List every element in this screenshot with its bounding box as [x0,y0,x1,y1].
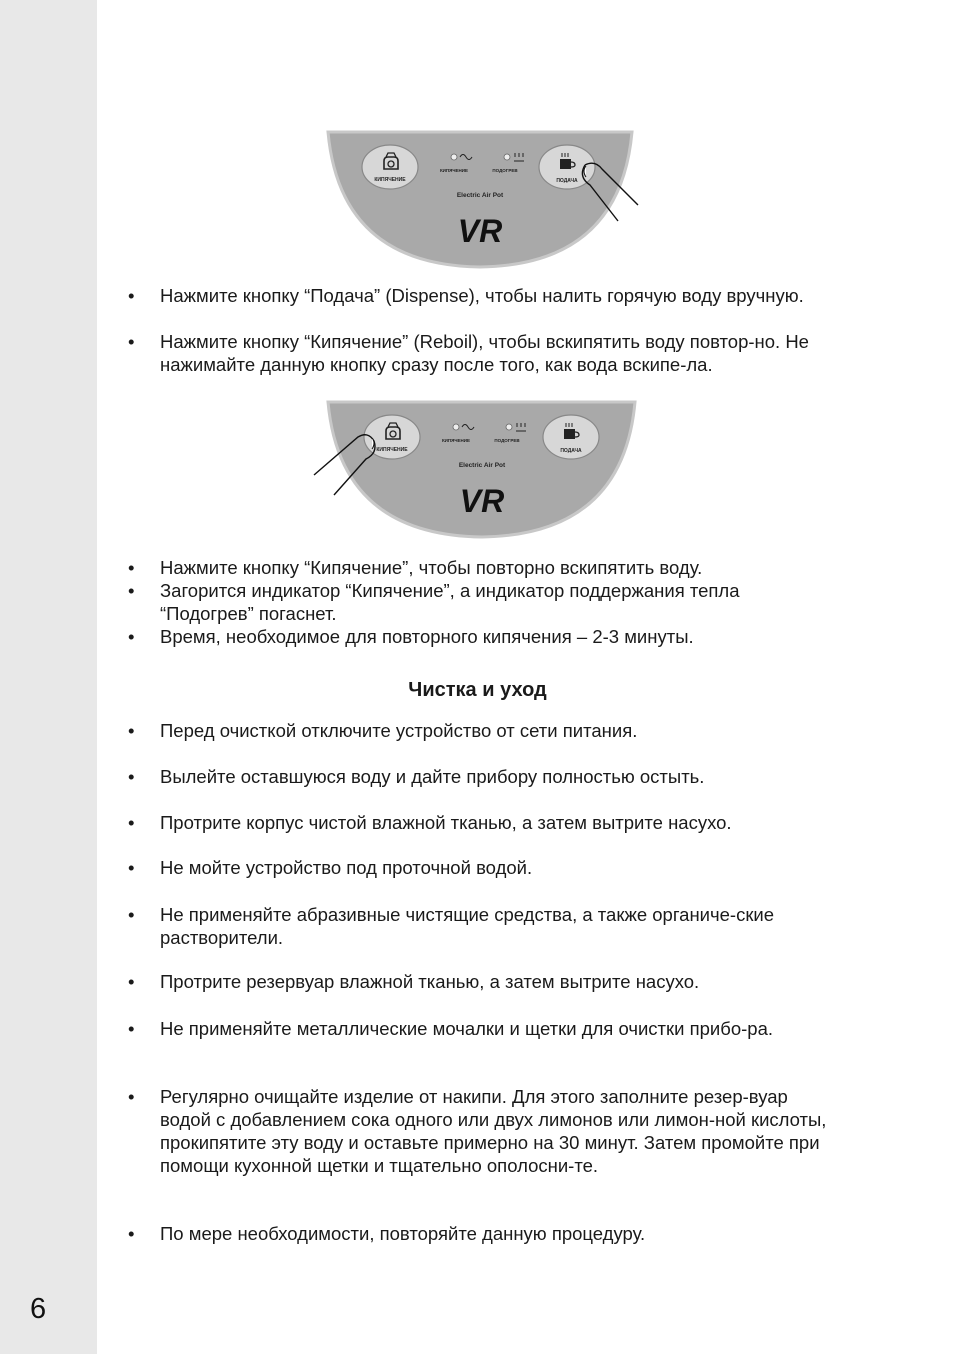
list-item: • Вылейте оставшуюся воду и дайте прибору полностью остыть. [128,766,705,787]
warm-indicator-label: ПОДОГРЕВ [494,438,520,443]
list-item: • Протрите корпус чистой влажной тканью, а затем вытрите насухо. [128,812,732,833]
warm-indicator-label: ПОДОГРЕВ [492,168,518,173]
boil-indicator-label: КИПЯЧЕНИЕ [441,438,471,443]
list-item: • Перед очисткой отключите устройство от сети питания. [128,720,638,741]
list-item: • Нажмите кнопку “Подача” (Dispense), чтобы налить горячую воду вручную. [128,285,804,306]
dispense-button-label: ПОДАЧА [556,178,578,184]
warm-indicator-light [504,154,510,160]
reboil-button-label: КИПЯЧЕНИЕ [376,447,408,453]
list-item: • Время, необходимое для повторного кипячения – 2-3 минуты. [128,626,694,647]
brand-logo: VR [457,213,503,249]
dispense-button-label: ПОДАЧА [560,448,582,454]
section-heading: Чистка и уход [408,679,547,701]
list-item: • Не применяйте металлические мочалки и щетки для очистки прибо-ра. [128,1018,773,1039]
list-item: • Загорится индикатор “Кипячение”, а индикатор поддержания тепла “Подогрев” погаснет. [128,580,740,624]
list-item: • Нажмите кнопку “Кипячение” (Reboil), чтобы вскипятить воду повтор-но. Не нажимайте данную кнопку сразу после того, как вода вскипе-ла. [128,331,809,375]
boil-indicator-label: КИПЯЧЕНИЕ [439,168,469,173]
reboil-button-label: КИПЯЧЕНИЕ [374,177,406,183]
list-item: • Не применяйте абразивные чистящие средства, а также органиче-ские растворители. [128,904,775,948]
model-name: Electric Air Pot [456,192,504,199]
control-panel-illustration-dispense [320,125,650,275]
control-panel-illustration-reboil [310,395,645,545]
page-number: 6 [30,1293,47,1325]
brand-logo: VR [459,483,505,519]
list-item: • По мере необходимости, повторяйте данную процедуру. [128,1223,646,1244]
boil-indicator-light [453,424,459,430]
boil-indicator-light [451,154,457,160]
list-item: • Регулярно очищайте изделие от накипи. Для этого заполните резер-вуар водой с добавлением сока одного или двух лимонов или лимон-ной кислоты, прокипятите эту воду и оставьте примерно на 30 минут. Затем промойте при помощи кухонной щетки и тщательно ополосни-те. [128,1086,827,1176]
warm-indicator-light [506,424,512,430]
list-item: • Нажмите кнопку “Кипячение”, чтобы повторно вскипятить воду. [128,557,703,578]
list-item: • Протрите резервуар влажной тканью, а затем вытрите насухо. [128,971,700,992]
list-item: • Не мойте устройство под проточной водой. [128,857,533,878]
model-name: Electric Air Pot [458,462,506,469]
